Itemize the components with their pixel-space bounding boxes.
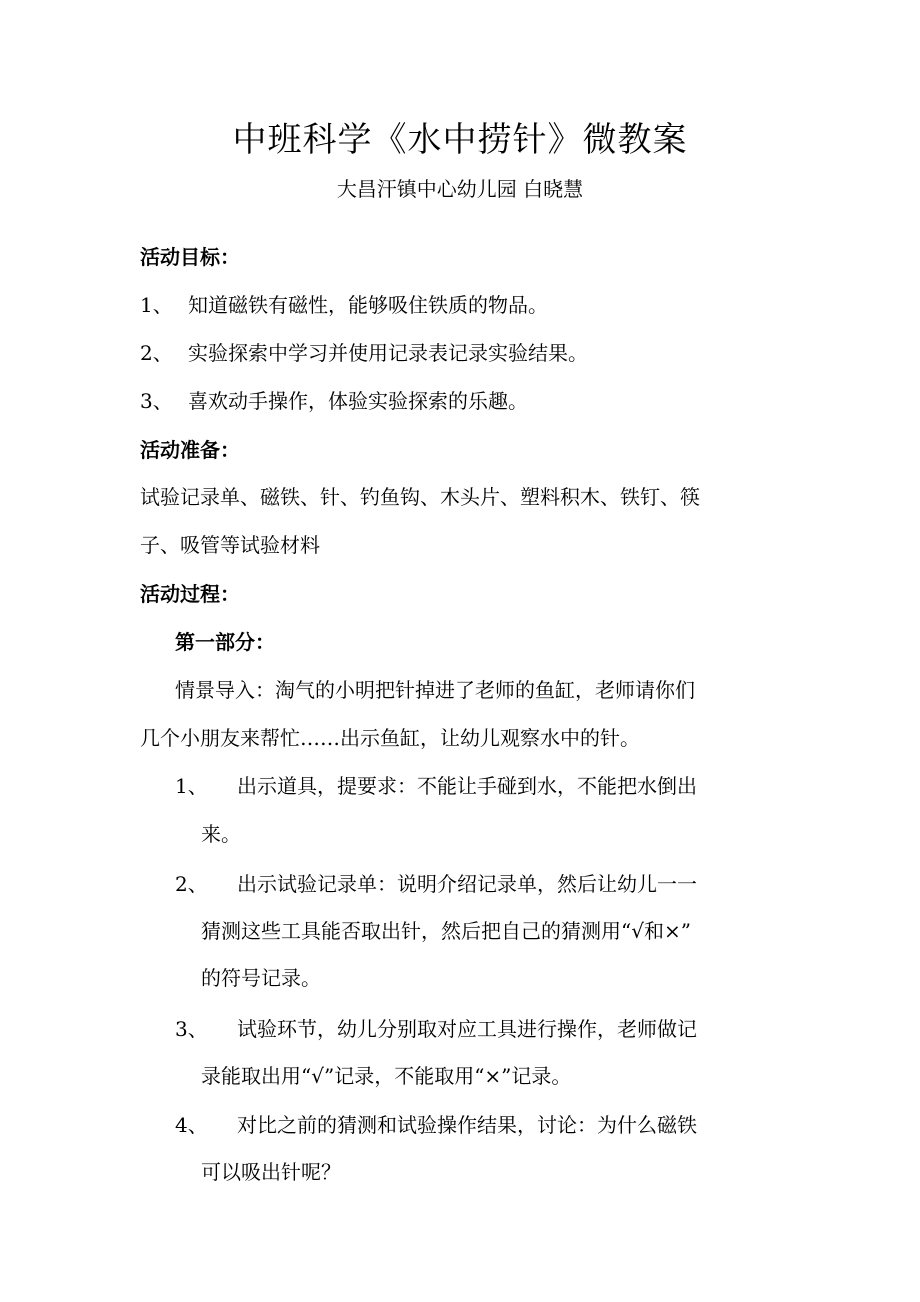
goal-item [140,387,528,415]
goal-number: 2、 [140,341,173,365]
author-line: 大昌汗镇中心幼儿园 白晓慧 [336,177,584,201]
page-title: 中班科学《水中捞针》微教案 [232,120,688,160]
prep-heading: 活动准备： [140,438,240,462]
goal-item [140,291,548,319]
step-continuation: 猜测这些工具能否取出针，然后把自己的猜测用“√和×” [201,919,691,943]
prep-line: 试验记录单、磁铁、针、钓鱼钩、木头片、塑料积木、铁钉、筷 [140,485,700,509]
step-item [175,1015,697,1043]
step-continuation: 来。 [201,822,241,846]
step-item [175,1111,697,1139]
goal-number: 3、 [140,389,173,413]
step-text: 出示试验记录单：说明介绍记录单，然后让幼儿一一 [237,872,697,896]
step-text: 试验环节，幼儿分别取对应工具进行操作，老师做记 [237,1017,697,1041]
intro-line: 几个小朋友来帮忙……出示鱼缸，让幼儿观察水中的针。 [140,726,640,750]
goal-number: 1、 [140,293,173,317]
goal-text: 实验探索中学习并使用记录表记录实验结果。 [188,341,588,365]
step-number: 2、 [175,872,208,896]
goal-text: 喜欢动手操作，体验实验探索的乐趣。 [188,389,528,413]
goal-text: 知道磁铁有磁性，能够吸住铁质的物品。 [188,293,548,317]
step-item [175,870,697,898]
part1-heading: 第一部分： [175,630,275,654]
step-continuation: 可以吸出针呢？ [201,1160,341,1184]
step-item [175,772,697,800]
goal-item [140,339,588,367]
step-continuation: 录能取出用“√”记录，不能取用“×”记录。 [201,1064,572,1088]
step-number: 4、 [175,1113,208,1137]
goals-heading: 活动目标： [140,245,240,269]
step-text: 对比之前的猜测和试验操作结果，讨论：为什么磁铁 [237,1113,697,1137]
step-text: 出示道具，提要求：不能让手碰到水，不能把水倒出 [237,774,697,798]
process-heading: 活动过程： [140,582,240,606]
step-number: 1、 [175,774,208,798]
prep-line: 子、吸管等试验材料 [140,533,320,557]
step-number: 3、 [175,1017,208,1041]
step-continuation: 的符号记录。 [201,966,321,990]
intro-line: 情景导入：淘气的小明把针掉进了老师的鱼缸，老师请你们 [175,678,695,702]
